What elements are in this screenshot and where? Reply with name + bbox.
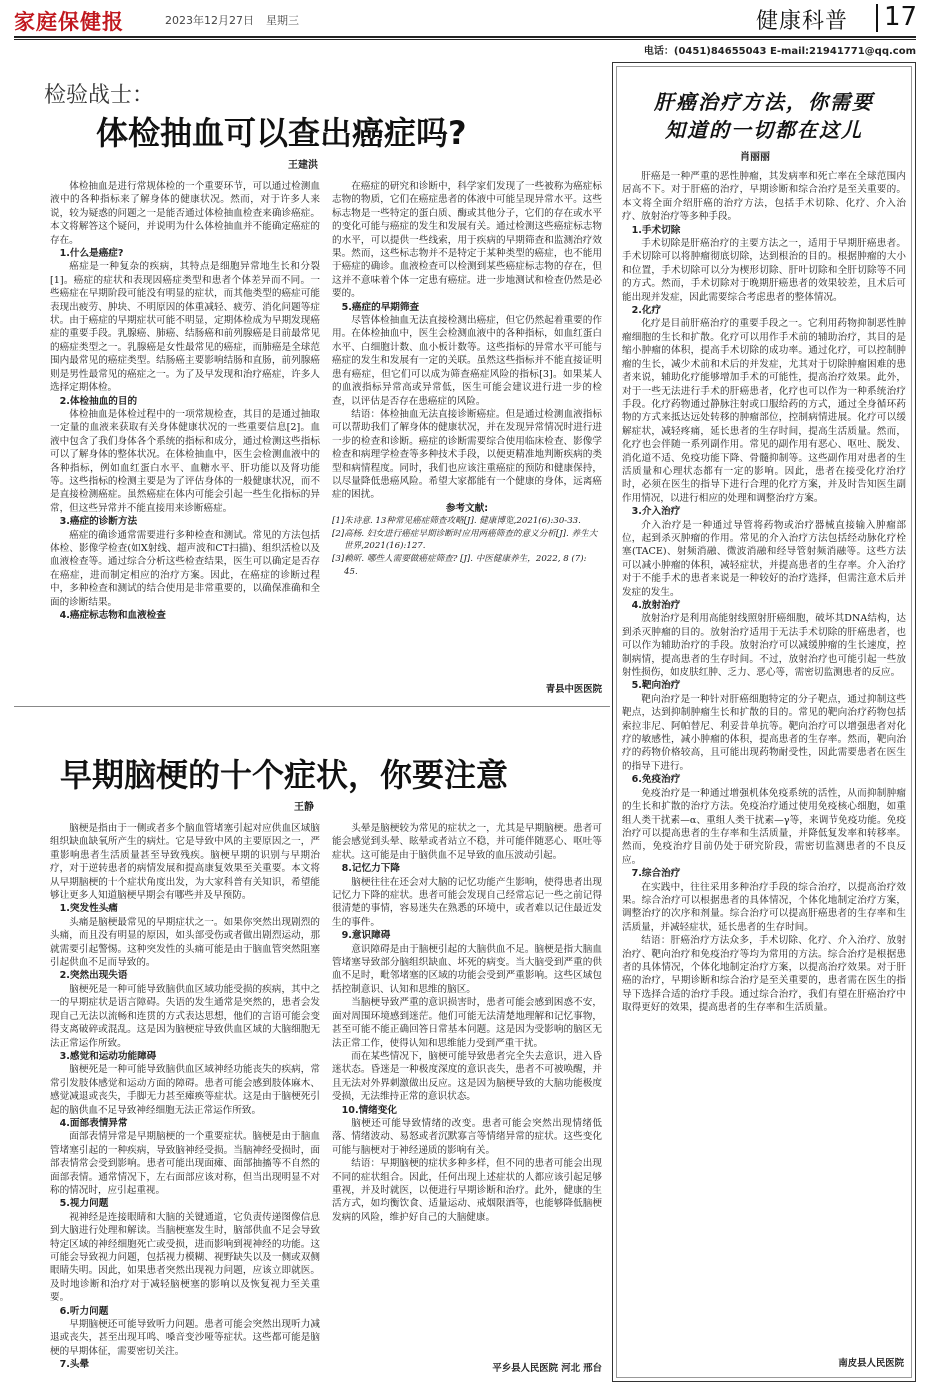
paragraph: 免疫治疗是一种通过增强机体免疫系统的活性，从而抑制肿瘤的生长和扩散的治疗方法。免疫治疗通过使用免疫核心细胞，如重组人类干扰素—α、重组人类干扰素—γ等，来调节免疫功能。免疫治疗可以提高患者的生存率和生活质量，并降低复发率和转移率。然而，免疫治疗目前仍处于研究阶段，需密切监测患者的不良反应。 <box>622 787 906 866</box>
article1-author: 王建洪 <box>288 160 318 171</box>
article1-column-2 <box>332 180 602 666</box>
paragraph: 尽管体检抽血无法直接检测出癌症，但它仍然起着重要的作用。在体检抽血中，医生会检测血液中的各种指标，如血红蛋白水平、白细胞计数、血小板计数等。这些指标的异常水平可能与癌症的发生和发展有一定的关联。虽然这些指标并不能直接证明患有癌症，但它们可以成为筛查癌症风险的指标[3]。如果某人的血液指标异常高或异常低，医生可能会建议进行进一步的检查，以评估是否存在患癌症的风险。 <box>332 315 602 407</box>
section-heading: 10.情绪变化 <box>341 1104 397 1116</box>
issue-weekday: 星期三 <box>266 14 299 27</box>
section-heading: 6.听力问题 <box>59 1305 109 1317</box>
section-heading: 3.癌症的诊断方法 <box>59 516 138 528</box>
masthead: 家庭保健报 <box>14 10 124 34</box>
article2-organization: 平乡县人民医院 河北 邢台 <box>492 1363 602 1374</box>
section-heading: 5.癌症的早期筛查 <box>341 301 420 313</box>
article2-column-2 <box>332 822 602 1358</box>
header-rule <box>14 36 916 38</box>
paragraph: 当脑梗导致严重的意识损害时，患者可能会感到困惑不安，面对周围环境感到迷茫。他们可能无法清楚地理解和记忆事物，甚至可能不能正确回答日常基本问题。这是因为受影响的脑区无法正常工作，使得认知和思维能力受到严重干扰。 <box>332 997 602 1049</box>
paragraph: 体检抽血是进行常规体检的一个重要环节，可以通过检测血液中的各种指标来了解身体的健康状况。然而，对于许多人来说，较为疑惑的问题之一是能否通过体检抽血检查来确诊癌症。本文将解答这个疑问，并说明为什么体检抽血并不能确定癌症的存在。 <box>50 181 320 246</box>
article3-author: 肖丽丽 <box>740 152 770 163</box>
article-divider <box>14 706 610 707</box>
article1-kicker: 检验战士： <box>44 83 155 108</box>
paragraph: 放射治疗是利用高能射线照射肝癌细胞，破坏其DNA结构，达到杀灭肿瘤的目的。放射治疗适用于无法手术切除的肝癌患者，也可以作为辅助治疗的手段。放射治疗可以减缓肿瘤的生长速度，控制病情，提高患者的生存时间。不过，放射治疗也可能引起一些放射性损伤，如皮肤红肿、乏力、恶心等，需密切监测患者的反应。 <box>622 613 906 679</box>
paragraph: 脑梗死是一种可能导致脑供血区域神经功能丧失的疾病，常常引发肢体感觉和运动方面的障碍。患者可能会感到肢体麻木、感觉减退或丧失，手脚无力甚至瘫痪等症状。这是由于脑梗死引起的脑供血不足导致神经细胞无法正常运作所致。 <box>50 1064 320 1116</box>
section-heading: 7.头晕 <box>59 1359 90 1371</box>
article1-title: 体检抽血可以查出癌症吗? <box>96 114 467 152</box>
article1-organization: 青县中医医院 <box>545 684 602 695</box>
section-heading: 2.突然出现失语 <box>59 970 128 982</box>
section-heading: 1.突发性头痛 <box>59 903 118 915</box>
paragraph: 结语：早期脑梗的症状多种多样，但不同的患者可能会出现不同的症状组合。因此，任何出现上述症状的人都应该引起足够重视，并及时就医，以便进行早期诊断和治疗。此外，健康的生活方式，如均衡饮食、适量运动、戒烟限酒等，也能够降低脑梗发病的风险，维护好自己的大脑健康。 <box>332 1158 602 1223</box>
paragraph: 视神经是连接眼睛和大脑的关键通道，它负责传递图像信息到大脑进行处理和解读。当脑梗塞发生时，脑部供血不足会导致特定区域的神经细胞死亡或受损，进而影响到视神经的功能。这可能会导致视力问题，包括视力模糊、视野缺失以及一侧或双侧眼睛失明。因此，如果患者突然出现视力问题，应该立即就医。及时地诊断和治疗对于减轻脑梗塞的影响以及恢复视力至关重要。 <box>50 1211 320 1304</box>
article2-title: 早期脑梗的十个症状，你要注意 <box>60 756 509 794</box>
header-rule-thin <box>14 39 916 40</box>
section-heading: 2.化疗 <box>631 305 662 317</box>
reference-item: [3]赖昕. 哪些人需要做癌症筛查? [J]. 中医健康养生，2022, 8 (7): 45. <box>332 553 587 577</box>
article1-column-1 <box>50 180 320 696</box>
paragraph: 肝癌是一种严重的恶性肿瘤，其发病率和死亡率在全球范围内居高不下。对于肝癌的治疗，早期诊断和综合治疗是至关重要的。本文将全面介绍肝癌的治疗方法，包括手术切除、化疗、介入治疗、放射治疗等多种手段。 <box>622 171 906 223</box>
page-number: 17 <box>884 2 918 32</box>
section-heading: 1.什么是癌症? <box>59 248 124 260</box>
section-heading: 4.癌症标志物和血液检查 <box>59 610 166 621</box>
section-heading: 3.感觉和运动功能障碍 <box>59 1050 157 1062</box>
paragraph: 意识障碍是由于脑梗引起的大脑供血不足。脑梗是指大脑血管堵塞导致部分脑组织缺血、坏死的病变。当大脑受到严重的供血不足时，毗邻堵塞的区域的功能会受到严重影响。这些区域包括控制意识、认知和思维的脑区。 <box>332 943 602 995</box>
article2-author: 王静 <box>294 802 314 813</box>
section-heading: 8.记忆力下降 <box>341 863 400 875</box>
paragraph: 体检抽血是体检过程中的一项常规检查，其目的是通过抽取一定量的血液来获取有关身体健康状况的一些重要信息[2]。血液中包含了我们身体各个系统的指标和成分，通过检测这些指标可以了解身体的整体状况。在体检抽血中，医生会检测血液中的各种指标，例如血红蛋白水平、血糖水平、肝功能以及肾功能等。这些指标的检测主要是为了评估身体的一般健康状况，而不是直接检测癌症。虽然癌症在体内可能会引起一些生化指标的异常，但这些异常并不能直接用来诊断癌症。 <box>50 408 320 514</box>
section-heading: 4.放射治疗 <box>631 600 681 611</box>
paragraph: 脑梗是指由于一侧或者多个脑血管堵塞引起对应供血区域脑组织缺血缺氧所产生的病灶。它是导致中风的主要原因之一，严重影响患者生活质量甚至导致残疾。脑梗早期的识别与早期治疗，对于逆转患者的病情发展和提高康复效果至关重要。本文将从早期脑梗的十个症状角度出发，为大家科普有关知识，希望能够让更多人知道脑梗早期会有哪些并及早预防。 <box>50 823 320 902</box>
references-heading: 参考文献: <box>445 502 489 514</box>
section-heading: 2.体检抽血的目的 <box>59 395 138 407</box>
paragraph: 脑梗死是一种可能导致脑供血区域功能受损的疾病，其中之一的早期症状是语言障碍。失语的发生通常是突然的，患者会发现自己无法以流畅和连贯的方式表达思想，他们的言语可能会变得支离破碎或混乱。这是因为脑梗症导致供血区域的大脑细胞无法正常运作所致。 <box>50 983 320 1049</box>
paragraph: 癌症是一种复杂的疾病，其特点是细胞异常地生长和分裂[1]。癌症的症状和表现因癌症类型和患者个体差异而不同。一些癌症在早期阶段可能没有明显的症状，而其他类型的癌症可能表现出疲劳、肿块、不明原因的体重减轻、疲劳、消化问题等症状。由于癌症的早期症状可能不明显，定期体检成为早期发现癌症的重要手段。乳腺癌、肺癌、结肠癌和前列腺癌是目前最常见的癌症类型之一。乳腺癌是女性最常见的癌症，而肺癌是全球范围内最常见的癌症类型。结肠癌主要影响结肠和直肠，前列腺癌则是男性最常见的癌症之一。为了及早发现和治疗癌症，许多人选择定期体检。 <box>50 261 320 394</box>
paragraph: 靶向治疗是一种针对肝癌细胞特定的分子靶点，通过抑制这些靶点，达到抑制肿瘤生长和扩散的目的。常见的靶向治疗药物包括索拉非尼、阿帕替尼、利妥昔单抗等。靶向治疗可以增强患者对化疗的敏感性，减小肿瘤的体积，提高患者的生存率。然而，靶向治疗的药物价格较高，且可能出现药物耐受性，因此需要患者在医生的指导下进行。 <box>622 693 906 772</box>
paragraph: 结语：肝癌治疗方法众多，手术切除、化疗、介入治疗、放射治疗、靶向治疗和免疫治疗等均为常用的方法。综合治疗是根据患者的具体情况，个体化地制定治疗方案，以提高治疗效果。对于肝癌的治疗，早期诊断和综合治疗是至关重要的，患者需在医生的指导下选择合适的治疗手段。通过综合治疗，我们有望在肝癌治疗中取得更好的效果，提高患者的生存率和生活质量。 <box>622 935 906 1014</box>
section-title: 健康科普 <box>756 9 849 34</box>
paragraph: 脑梗往往在还会对大脑的记忆功能产生影响，使得患者出现记忆力下降的症状。患者可能会发现自己经常忘记一些之前记得很清楚的事情，容易迷失在熟悉的环境中，或者难以记住最近发生的事件。 <box>332 876 602 928</box>
paragraph: 而在某些情况下，脑梗可能导致患者完全失去意识，进入昏迷状态。昏迷是一种极度深度的意识丧失，患者不可被唤醒，并且无法对外界刺激做出反应。这是因为脑梗导致的大脑功能极度受损，无法维持正常的意识状态。 <box>332 1050 602 1103</box>
section-heading: 5.视力问题 <box>59 1198 109 1210</box>
paragraph: 脑梗还可能导致情绪的改变。患者可能会突然出现情绪低落、情绪波动、易怒或者沉默寡言等情绪异常的症状。这些变化可能与脑梗对于神经递质的影响有关。 <box>332 1117 602 1156</box>
issue-date: 2023年12月27日 <box>165 14 254 27</box>
paragraph: 介入治疗是一种通过导管将药物或治疗器械直接输入肿瘤部位，起到杀灭肿瘤的作用。常见的介入治疗方法包括经动脉化疗栓塞(TACE)、射频消融、微波消融和经导管射频消融等。这些方法可以减小肿瘤的体积，减轻症状，并提高患者的生存率。介入治疗对于不能手术的患者来说是一种较好的治疗选择，但需注意术后并发症的发生。 <box>622 519 906 598</box>
section-heading: 3.介入治疗 <box>631 506 681 518</box>
section-heading: 5.靶向治疗 <box>631 680 681 692</box>
section-heading: 9.意识障碍 <box>341 930 391 942</box>
section-heading: 7.综合治疗 <box>631 868 681 880</box>
contact-info: 电话：(0451)84655043 E-mail:21941771@qq.com <box>643 46 916 57</box>
article2-column-1 <box>50 822 320 1376</box>
paragraph: 在癌症的研究和诊断中，科学家们发现了一些被称为癌症标志物的物质，它们在癌症患者的体液中可能呈现异常水平。这些标志物是一些特定的蛋白质、酶或其他分子，它们的存在或水平的变化可能与癌症的发生和发展有关。通过检测这些癌症标志物的水平，可以提供一些线索，用于疾病的早期筛查和监测治疗效果。然而，这些标志物并不是特定于某种类型的癌症，也不能用于癌症的确诊。血液检查可以检测到某些癌症标志物的存在，但这并不意味着个体一定患有癌症。进一步地测试和检查仍然是必要的。 <box>332 181 602 300</box>
paragraph: 化疗是目前肝癌治疗的重要手段之一。它利用药物抑制恶性肿瘤细胞的生长和扩散。化疗可以用作手术前的辅助治疗，其目的是缩小肿瘤的体积，提高手术切除的成功率。通过化疗，可以控制肿瘤的生长，减少术前和术后的并发症，尤其对于切除肿瘤困难的患者来说，辅助化疗能够增加手术的可能性，提高治疗效果。此外，对于一些无法进行手术的肝癌患者，化疗也可以作为一种系统治疗手段。化疗药物通过静脉注射或口服给药的方式，通过全身循环药物的方式来抵达远处转移的肿瘤部位，控制病情进展。化疗可以缓解症状，减轻疼痛，延长患者的生存时间，提高生活质量。然而，化疗也会伴随一系列副作用。常见的副作用有恶心、呕吐、脱发、消化道不适、免疫功能下降、骨髓抑制等。这些副作用对患者的生活质量和心理状态都有一定的影响。因此，患者在接受化疗治疗时，必须在医生的指导下进行合理的化疗方案，并及时告知医生副作用情况，以进行相应的处理和调整治疗方案。 <box>622 318 906 504</box>
paragraph: 在实践中，往往采用多种治疗手段的综合治疗，以提高治疗效果。综合治疗可以根据患者的具体情况，个体化地制定治疗方案，调整治疗的次序和剂量。综合治疗可以提高肝癌患者的生存率和生活质量，并减轻症状，延长患者的生存时间。 <box>622 881 906 933</box>
paragraph: 手术切除是肝癌治疗的主要方法之一，适用于早期肝癌患者。手术切除可以将肿瘤彻底切除，达到根治的目的。根据肿瘤的大小和位置，手术切除可以分为楔形切除、肝叶切除和全肝切除等不同的方式。然而，手术切除对于晚期肝癌患者的效果较差，且术后可能出现并发症，因此需要综合考虑患者的整体情况。 <box>622 238 906 303</box>
article3-title-line1: 肝癌治疗方法，你需要 <box>654 90 874 114</box>
article3-organization: 南皮县人民医院 <box>838 1358 904 1369</box>
section-heading: 1.手术切除 <box>631 224 681 236</box>
paragraph: 癌症的确诊通常需要进行多种检查和测试。常见的方法包括体检、影像学检查(如X射线、超声波和CT扫描)、组织活检以及血液检查等。通过综合分析这些检查结果，医生可以确定是否存在癌症，进而制定相应的治疗方案。因此，在癌症的诊断过程中，多种检查和测试的结合使用是非常重要的，以确保准确和全面的诊断结果。 <box>50 529 320 608</box>
paragraph: 头痛是脑梗最常见的早期症状之一。如果你突然出现剧烈的头痛，而且没有明显的原因，如头部受伤或者做出剧烈运动，那就需要引起警惕。这种突发性的头痛可能是由于脑血管突然阻塞引起供血不足而导致的。 <box>50 916 320 969</box>
paragraph: 结语：体检抽血无法直接诊断癌症。但是通过检测血液指标可以帮助我们了解身体的健康状况，并在发现异常情况时进行进一步的检查和诊断。癌症的诊断需要综合使用临床检查、影像学检查和病理学检查等多种技术手段，以便更精准地判断疾病的类型和病情程度。同时，我们也应该注重癌症的预防和健康保持，以尽量降低患癌风险。希望大家都能有一个健康的身体，远离癌症的困扰。 <box>332 408 602 501</box>
paragraph: 早期脑梗还可能导致听力问题。患者可能会突然出现听力减退或丧失，甚至出现耳鸣、嗓音变沙哑等症状。这些都可能是脑梗的早期体征，需要密切关注。 <box>50 1319 320 1357</box>
paragraph: 面部表情异常是早期脑梗的一个重要症状。脑梗是由于脑血管堵塞引起的一种疾病，导致脑神经受损。当脑神经受损时，面部表情常会受到影响。患者可能出现面瘫、面部抽搐等不自然的面部表情。通常情况下，左右面部应该对称，但当出现明显不对称的情况时，应引起重视。 <box>50 1131 320 1196</box>
header-divider <box>876 4 878 32</box>
paragraph: 头晕是脑梗较为常见的症状之一，尤其是早期脑梗。患者可能会感觉到头晕、眩晕或者站立不稳，并可能伴随恶心、呕吐等症状。这可能是由于脑供血不足导致的血压波动引起。 <box>332 823 602 861</box>
article3-column <box>622 170 906 1350</box>
reference-item: [1]朱诗意. 13种常见癌症筛查攻略[J]. 健康博览,2021(6):30-33. <box>332 516 581 527</box>
section-heading: 6.免疫治疗 <box>631 774 681 786</box>
section-heading: 4.面部表情异常 <box>59 1117 128 1129</box>
reference-item: [2]高杨. 妇女进行癌症早期诊断时应用两癌筛查的意义分析[J]. 养生大世界,2021(16):127. <box>332 528 598 552</box>
article3-title-line2: 知道的一切都在这儿 <box>665 118 863 142</box>
